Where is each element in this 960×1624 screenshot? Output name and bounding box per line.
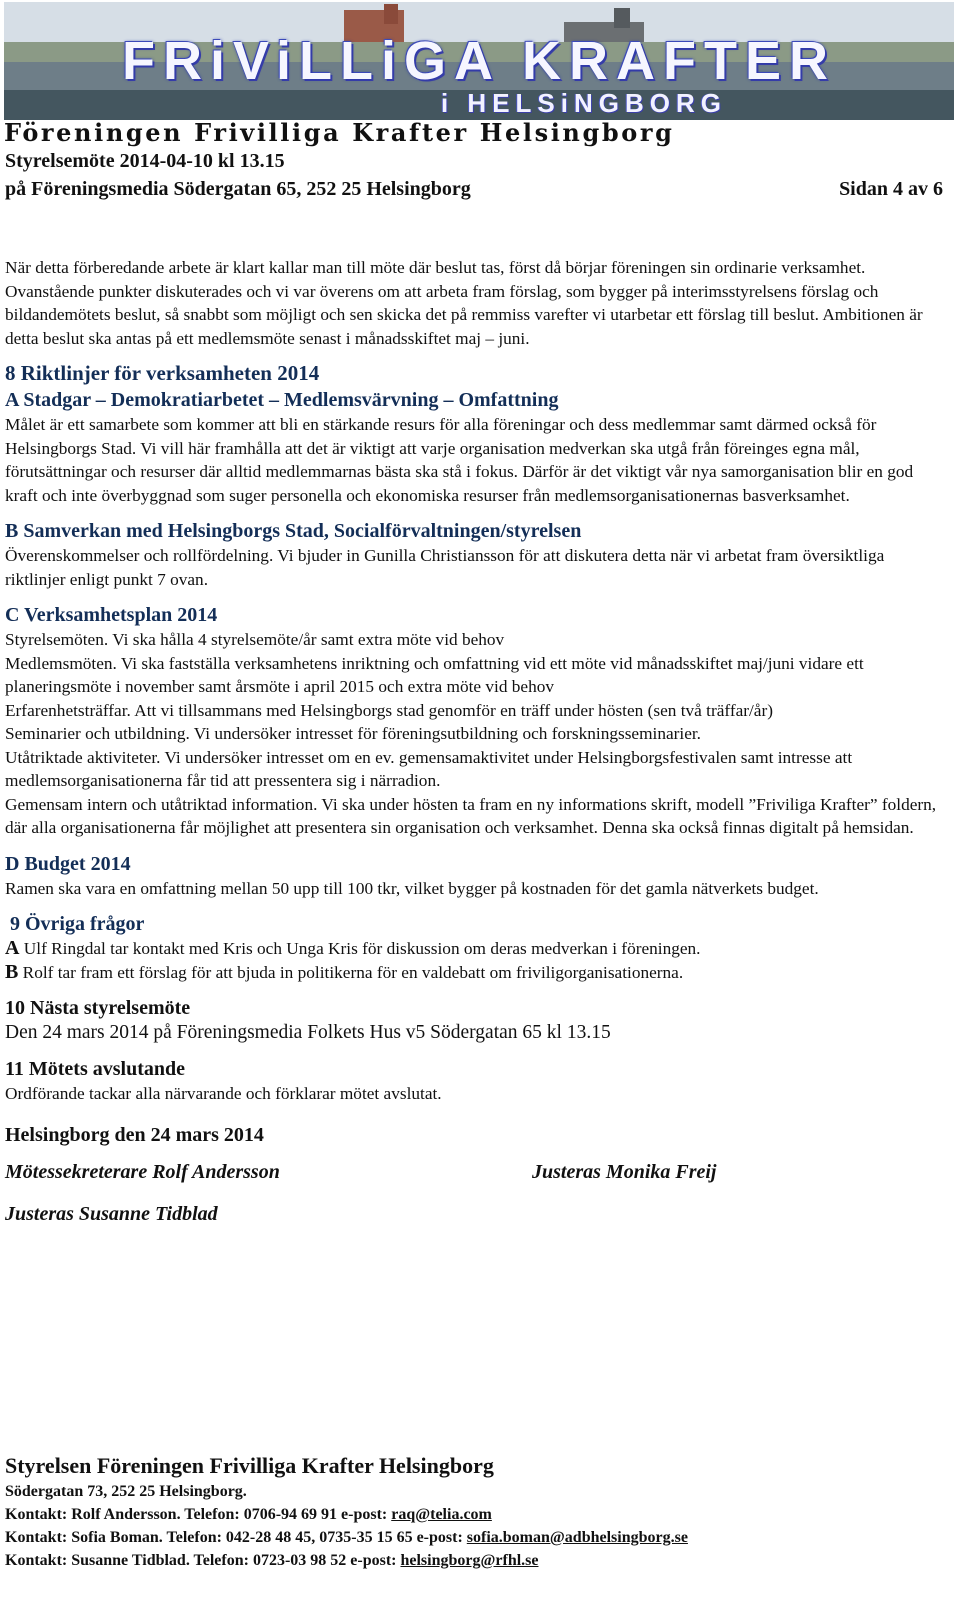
contact-text: Kontakt: Sofia Boman. Telefon: 042-28 48 45, 0735-35 15 65 e-post: [5, 1529, 467, 1546]
intro-paragraph-1: När detta förberedande arbete är klart kallar man till möte där beslut tas, först då börjar föreningen sin ordinarie verksamhet. [5, 258, 866, 277]
contact-text: Kontakt: Susanne Tidblad. Telefon: 0723-03 98 52 e-post: [5, 1552, 401, 1569]
header-banner [4, 2, 954, 120]
plan-line-experience-meetings: Erfarenhetsträffar. Att vi tillsammans med Helsingborgs stad genomför en träff under hösten (sen två träffar/år) [5, 700, 773, 720]
plan-line-member-meetings: Medlemsmöten. Vi ska fastställa verksamhetens inriktning och omfattning vid ett möte vid månadsskiftet maj/juni vidare ett planeringsmöte i november samt årsmöte i april 2015 och extra möte vid behov [5, 653, 864, 696]
adjuster-signature-2: Justeras Susanne Tidblad [5, 1203, 218, 1225]
section-9b-text: Rolf tar fram ett förslag för att bjuda in politikerna för en valdebatt om friviligorganisationerna. [22, 962, 684, 982]
footer-title: Styrelsen Föreningen Frivilliga Krafter Helsingborg [5, 1453, 494, 1478]
section-9-heading: 9 Övriga frågor [10, 913, 145, 935]
section-8-heading: 8 Riktlinjer för verksamheten 2014 [5, 361, 320, 385]
organization-title: Föreningen Frivilliga Krafter Helsingborg [4, 118, 675, 147]
email-link[interactable]: sofia.boman@adbhelsingborg.se [466, 1529, 688, 1546]
section-8a-heading: A Stadgar – Demokratiarbetet – Medlemsvärvning – Omfattning [5, 389, 559, 411]
adjuster-signature-1: Justeras Monika Freij [532, 1161, 717, 1183]
intro-paragraph-2: Ovanstående punkter diskuterades och vi var överens om att arbeta fram förslag, som bygger på interimsstyrelsens förslag och bildandemötets beslut, så snabbt som möjligt och sen skicka det på remmiss varefter vi utarbetar ett förslag till beslut. Ambitionen är detta beslut ska antas på ett medlemsmöte senast i månadsskiftet maj – juni. [5, 281, 923, 348]
plan-line-board-meetings: Styrelsemöten. Vi ska hålla 4 styrelsemöte/år samt extra möte vid behov [5, 630, 505, 649]
secretary-signature: Mötessekreterare Rolf Andersson [5, 1161, 280, 1183]
contact-text: Kontakt: Rolf Andersson. Telefon: 0706-94 69 91 e-post: [5, 1506, 392, 1523]
footer-contact-row [5, 1503, 945, 1526]
meeting-date-line: Styrelsemöte 2014-04-10 kl 13.15 [5, 150, 285, 172]
footer-contact-row [5, 1526, 945, 1549]
section-9a-item [5, 937, 945, 961]
item-letter-b: B [5, 960, 19, 983]
banner-logo-text: FRiViLLiGA KRAFTER [122, 31, 836, 91]
page-footer [5, 1452, 945, 1572]
section-8d-text: Ramen ska vara en omfattning mellan 50 upp till 100 tkr, vilket bygger på kostnaden för det gamla nätverkets budget. [5, 878, 819, 898]
plan-line-seminars: Seminarier och utbildning. Vi undersöker intresset för föreningsutbildning och forskningsseminarier. [5, 724, 701, 743]
section-8a-text: Målet är ett samarbete som kommer att bli en stärkande resurs för alla föreningar och dess medlemmar samt därmed också för Helsingborgs Stad. Vi vill här framhålla att det är viktigt att varje organisation medverkan ska utgå från föreinges egna mål, förutsättningar och resurser där alltid medlemmarnas bästa ska stå i fokus. Därför är det viktigt vår nya samorganisation blir en god kraft och inte överbyggnad som suger personella och ekonomiska resurser från medlemsorganisationernas basverksamhet. [5, 415, 914, 505]
email-link[interactable]: helsingborg@rfhl.se [400, 1552, 539, 1569]
document-body [5, 256, 945, 1227]
footer-address: Södergatan 73, 252 25 Helsingborg. [5, 1483, 247, 1500]
section-10-text: Den 24 mars 2014 på Föreningsmedia Folkets Hus v5 Södergatan 65 kl 13.15 [5, 1022, 611, 1043]
section-10-heading: 10 Nästa styrelsemöte [5, 997, 191, 1019]
signature-row [5, 1161, 945, 1191]
section-11-text: Ordförande tackar alla närvarande och förklarar mötet avslutat. [5, 1084, 442, 1103]
section-11-heading: 11 Mötets avslutande [5, 1058, 185, 1080]
section-8d-heading: D Budget 2014 [5, 852, 131, 875]
email-link[interactable]: raq@telia.com [391, 1506, 492, 1523]
section-8b-text: Överenskommelser och rollfördelning. Vi bjuder in Gunilla Christiansson för att diskutera detta när vi arbetat fram översiktliga riktlinjer enligt punkt 7 ovan. [5, 546, 885, 589]
footer-contact-row [5, 1549, 945, 1572]
banner-logo-subtitle: i HELSiNGBORG [440, 88, 727, 118]
item-letter-a: A [5, 937, 20, 959]
signing-date-line: Helsingborg den 24 mars 2014 [5, 1123, 264, 1146]
section-8c-heading: C Verksamhetsplan 2014 [5, 604, 218, 626]
page-indicator: Sidan 4 av 6 [839, 178, 943, 200]
plan-line-outreach: Utåtriktade aktiviteter. Vi undersöker intresset om en ev. gemensamaktivitet under Helsingborgsfestivalen samt intresse att medlemsorganisationerna får tid att pressentera sig i närradion. [5, 747, 853, 790]
section-9a-text: Ulf Ringdal tar kontakt med Kris och Unga Kris för diskussion om deras medverkan i föreningen. [23, 939, 701, 958]
meeting-venue-line: på Föreningsmedia Södergatan 65, 252 25 Helsingborg [5, 178, 471, 200]
section-9b-item [5, 961, 945, 985]
plan-line-information: Gemensam intern och utåtriktad information. Vi ska under hösten ta fram en ny informations skrift, modell ”Friviliga Krafter” foldern, där alla organisationerna får möjlighet att presentera sin organisation och verksamhet. Denna ska också finnas digitalt på hemsidan. [5, 794, 937, 837]
section-8b-heading: B Samverkan med Helsingborgs Stad, Socialförvaltningen/styrelsen [5, 520, 582, 542]
